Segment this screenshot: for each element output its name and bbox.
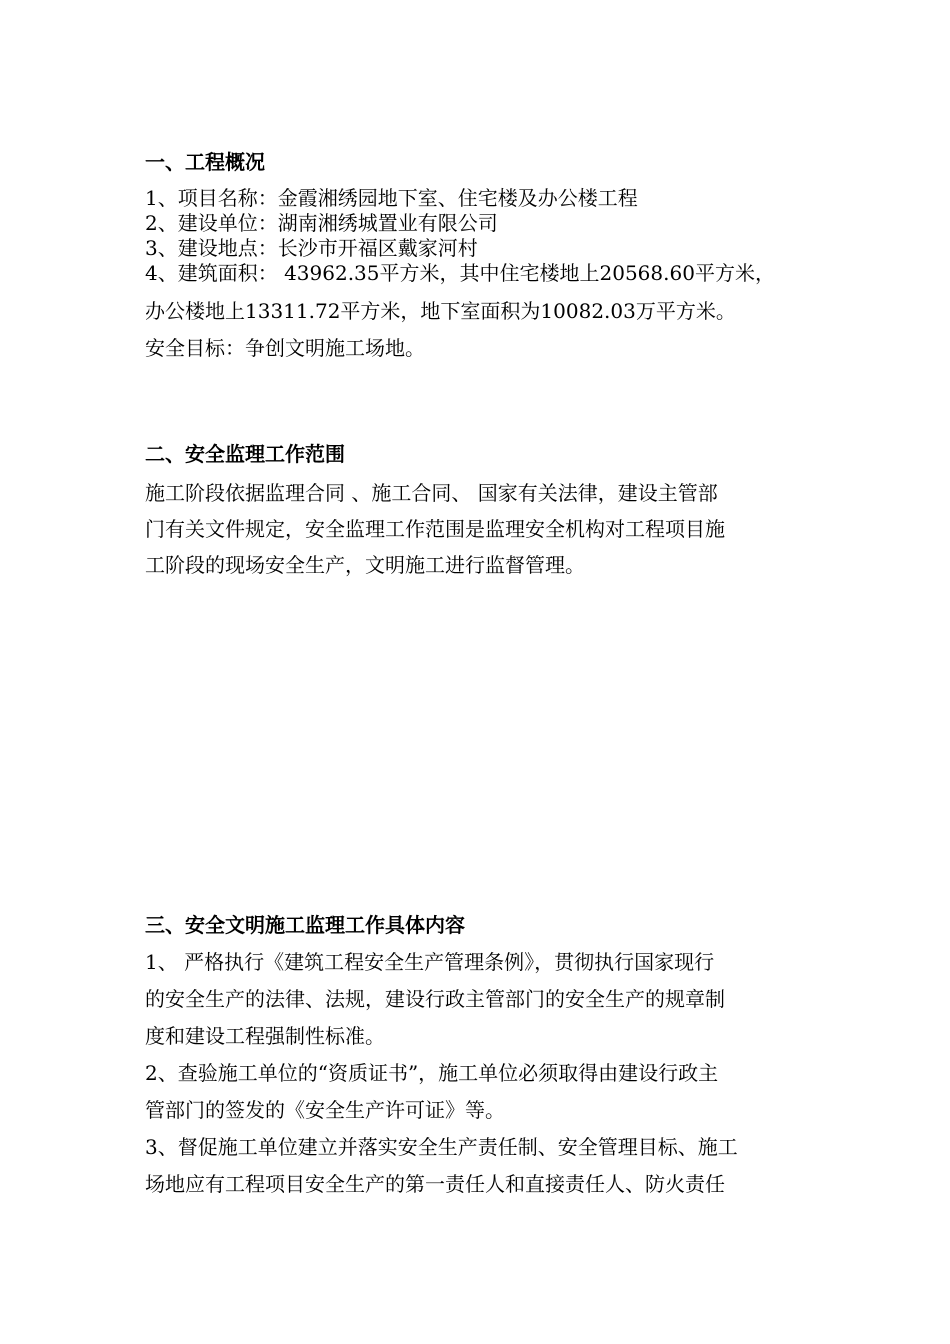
construction-unit-line: 2、建设单位：湖南湘绣城置业有限公司 — [145, 211, 498, 235]
section-3-paragraph-line: 度和建设工程强制性标准。 — [145, 1024, 385, 1048]
construction-site-line: 3、建设地点：长沙市开福区戴家河村 — [145, 236, 478, 260]
section-3-paragraph-line: 3、督促施工单位建立并落实安全生产责任制、安全管理目标、施工 — [145, 1135, 738, 1159]
building-area-continuation: 办公楼地上13311.72平方米，地下室面积为10082.03万平方米。 — [145, 299, 736, 323]
project-name-line: 1、项目名称：金霞湘绣园地下室、住宅楼及办公楼工程 — [145, 186, 638, 210]
section-2-paragraph-line: 施工阶段依据监理合同 、施工合同、 国家有关法律，建设主管部 — [145, 481, 718, 505]
section-3-paragraph-line: 2、查验施工单位的“资质证书”，施工单位必须取得由建设行政主 — [145, 1061, 719, 1085]
section-2-paragraph-line: 工阶段的现场安全生产，文明施工进行监督管理。 — [145, 553, 585, 577]
section-3-heading: 三、安全文明施工监理工作具体内容 — [145, 913, 465, 937]
safety-goal-line: 安全目标：争创文明施工场地。 — [145, 336, 425, 360]
section-3-paragraph-line: 1、 严格执行《建筑工程安全生产管理条例》，贯彻执行国家现行 — [145, 950, 715, 974]
section-2-heading: 二、安全监理工作范围 — [145, 442, 345, 466]
section-3-paragraph-line: 管部门的签发的《安全生产许可证》等。 — [145, 1098, 505, 1122]
building-area-line: 4、建筑面积： 43962.35平方米，其中住宅楼地上20568.60平方米， — [145, 261, 775, 285]
section-3-paragraph-line: 的安全生产的法律、法规，建设行政主管部门的安全生产的规章制 — [145, 987, 725, 1011]
section-2-paragraph-line: 门有关文件规定，安全监理工作范围是监理安全机构对工程项目施 — [145, 517, 725, 541]
section-3-paragraph-line: 场地应有工程项目安全生产的第一责任人和直接责任人、防火责任 — [145, 1172, 725, 1196]
section-1-heading: 一、工程概况 — [145, 150, 265, 174]
